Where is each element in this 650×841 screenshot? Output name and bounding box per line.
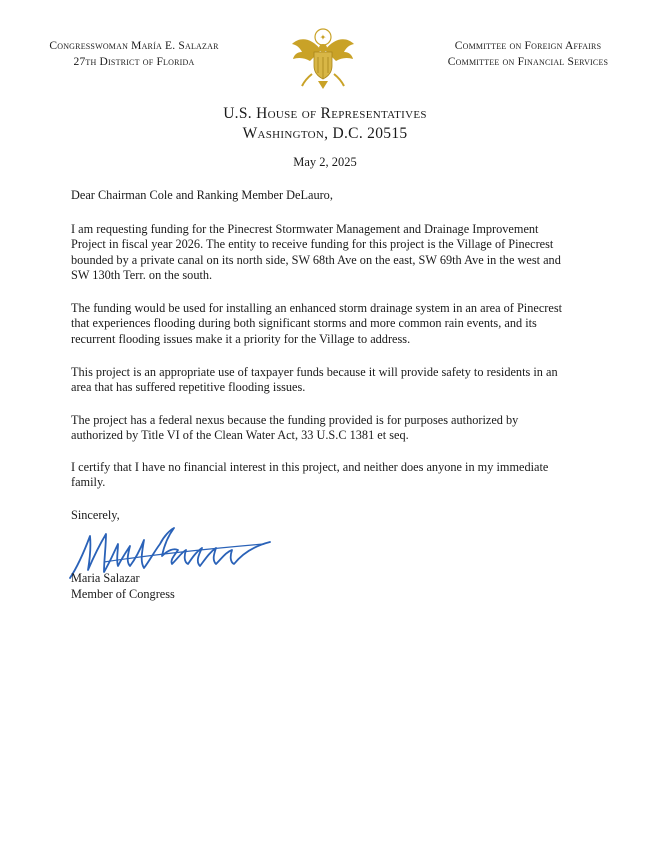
house-name: U.S. House of Representatives	[223, 105, 427, 122]
committee-foreign-affairs: Committee on Foreign Affairs	[454, 40, 602, 52]
house-header	[0, 104, 650, 144]
signer-title: Member of Congress	[71, 587, 175, 601]
salutation: Dear Chairman Cole and Ranking Member DeLauro,	[71, 188, 333, 202]
district-name: 27th District of Florida	[73, 56, 195, 68]
eagle-seal-icon	[288, 26, 358, 92]
paragraph-purpose: The funding would be used for installing an enhanced storm drainage system in an area of Pinecrest that experiences flooding during both significant storms and more common rain events, and its recurrent flooding issues make it a priority for the Village to address.	[71, 301, 563, 346]
committee-financial-services: Committee on Financial Services	[447, 56, 609, 68]
congresswoman-info	[34, 38, 234, 70]
closing: Sincerely,	[71, 508, 120, 522]
letter-date: May 2, 2025	[293, 155, 357, 169]
paragraph-justification: This project is an appropriate use of taxpayer funds because it will provide safety to residents in an area that has suffered repetitive flooding issues.	[71, 365, 558, 395]
house-address: Washington, D.C. 20515	[242, 125, 408, 142]
paragraph-federal-nexus: The project has a federal nexus because the funding provided is for purposes authorized by authorized by Title VI of the Clean Water Act, 33 U.S.C 1381 et seq.	[71, 413, 519, 443]
committee-info	[430, 38, 626, 70]
signer-name: Maria Salazar	[71, 571, 140, 585]
congresswoman-name: Congresswoman María E. Salazar	[49, 40, 219, 52]
paragraph-recipient: I am requesting funding for the Pinecrest Stormwater Management and Drainage Improvement Project in fiscal year 2026. The entity to receive funding for this project is the Village of Pinecrest bounded by a private canal on its north side, SW 68th Ave on the east, SW 69th Ave in the west and SW 130th Terr. on the south.	[71, 222, 561, 282]
svg-text:✦: ✦	[319, 33, 327, 42]
paragraph-certification: I certify that I have no financial interest in this project, and neither does anyone in my immediate family.	[71, 460, 549, 490]
